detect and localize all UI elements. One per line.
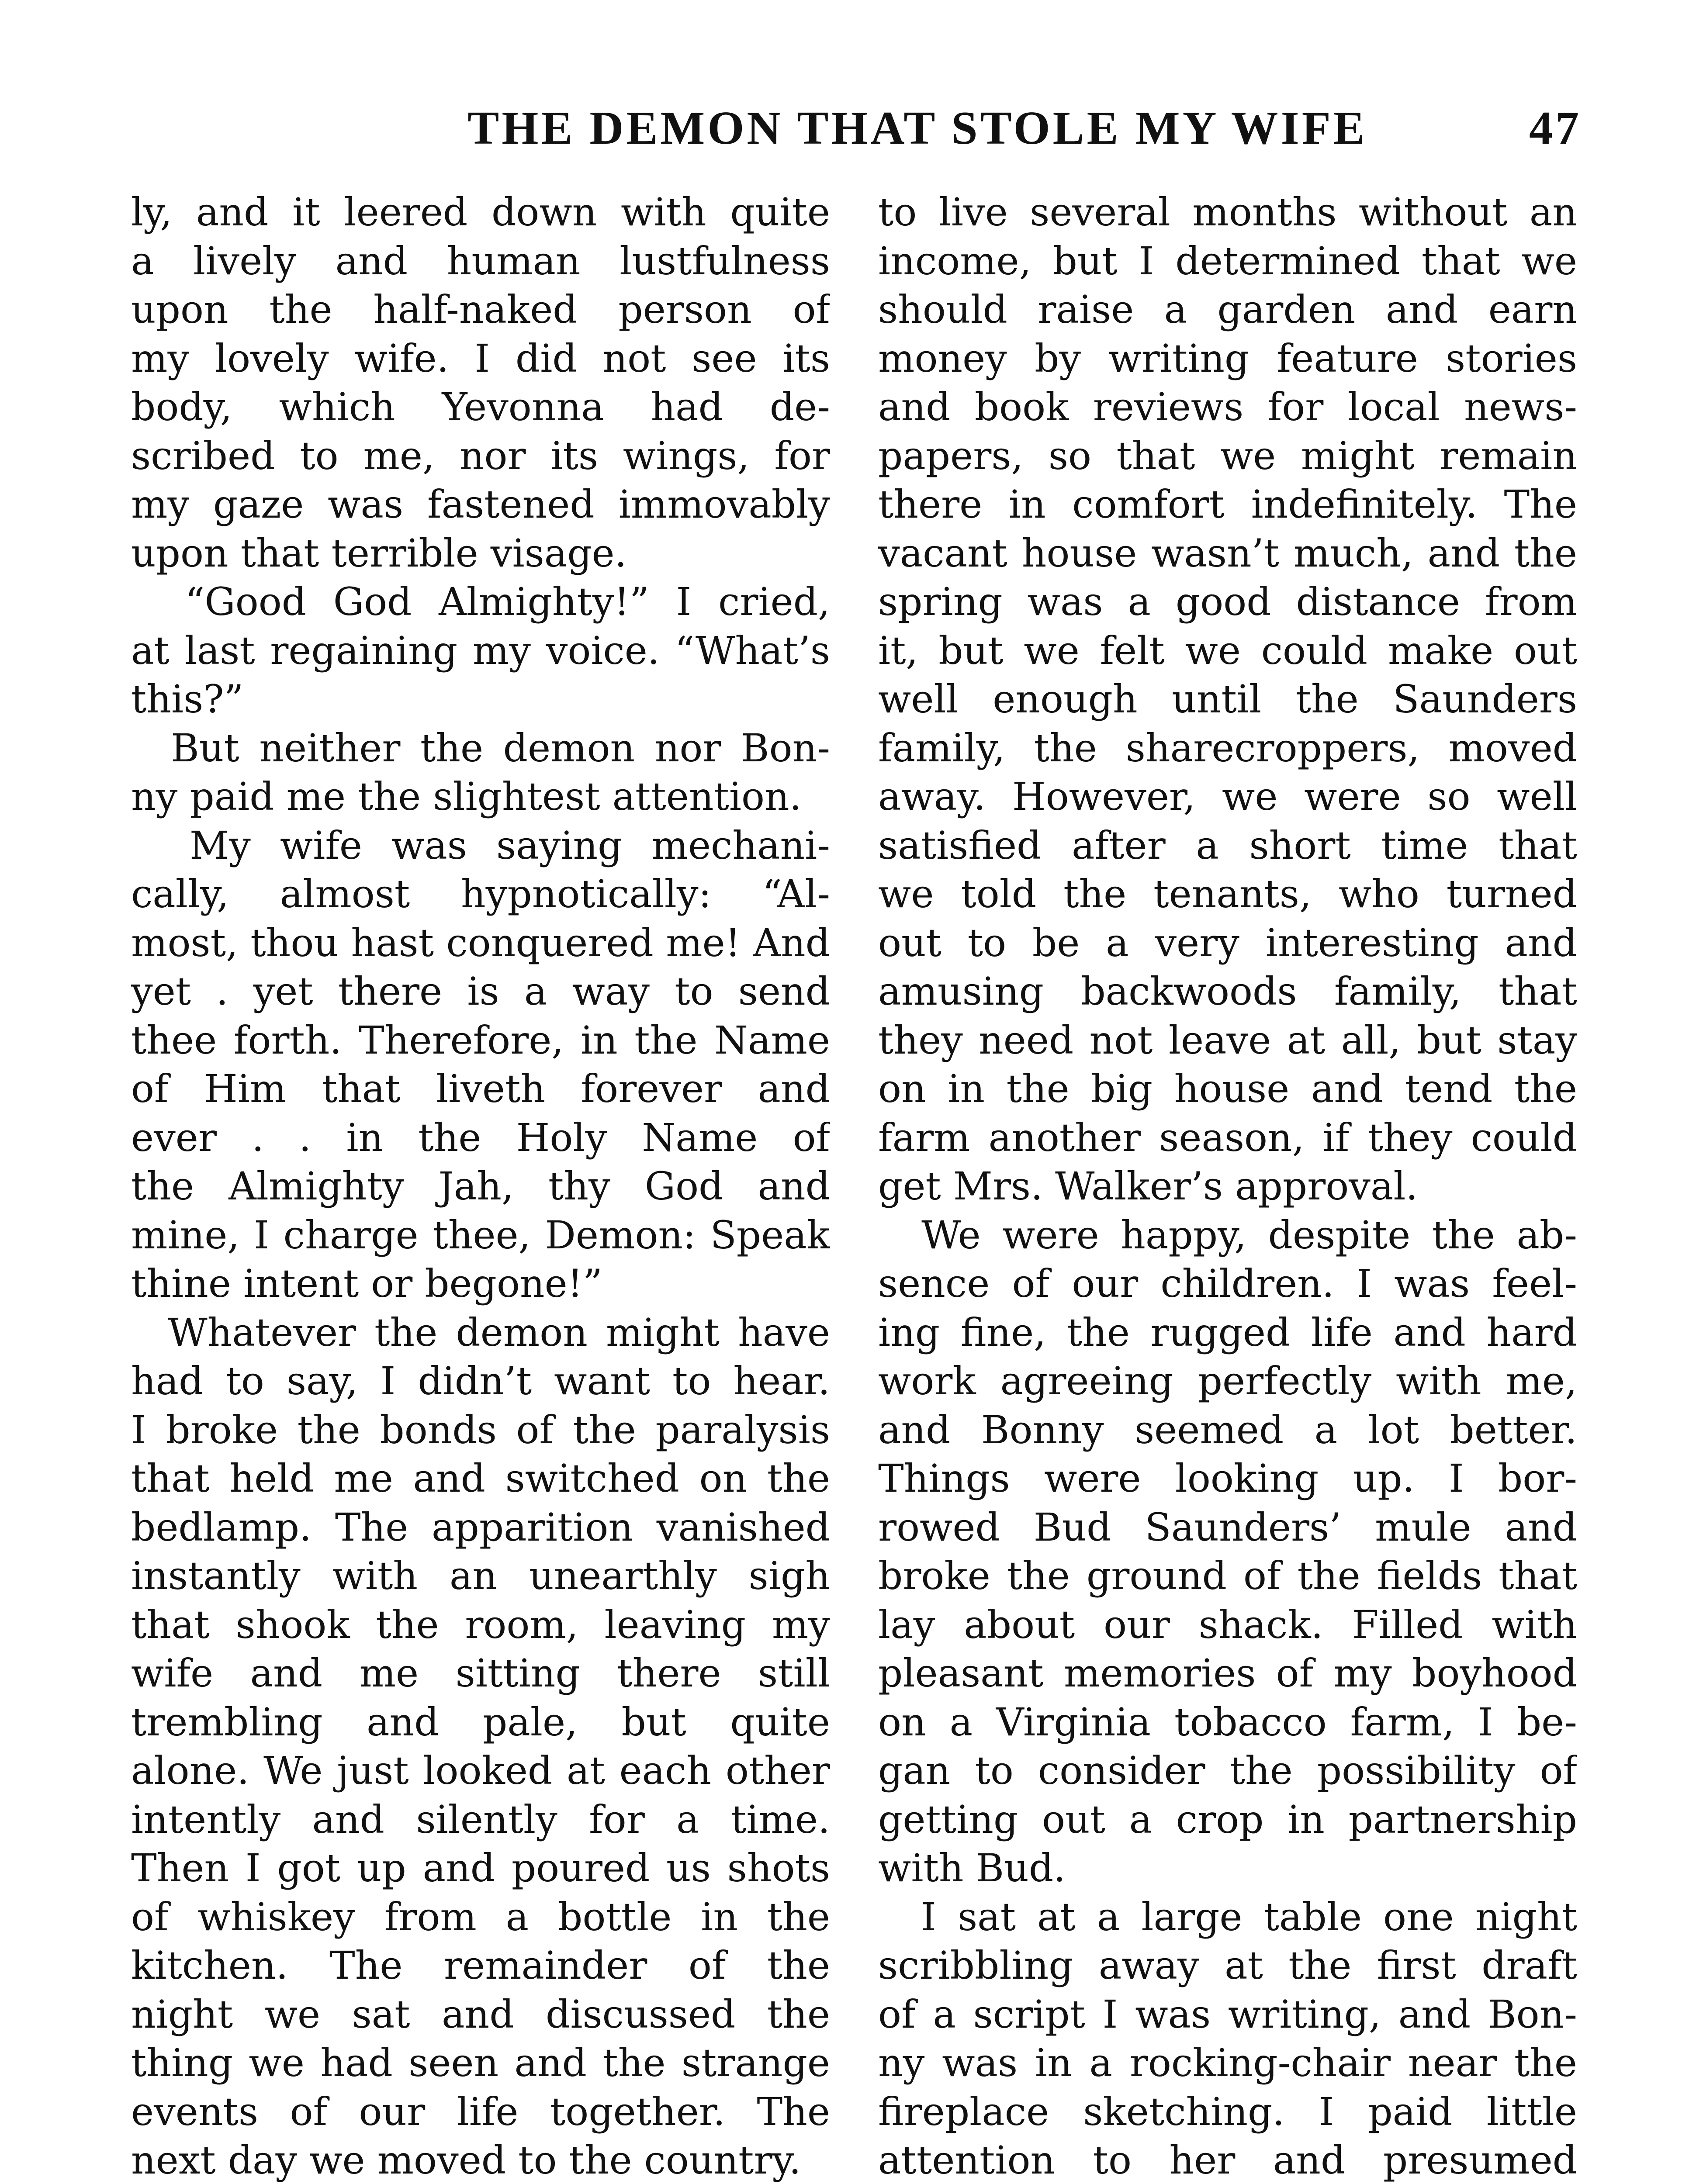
- text-line: of a script I was writing, and Bon-: [878, 1991, 1577, 2037]
- running-header: [131, 101, 1582, 162]
- text-line: money by writing feature stories: [878, 335, 1577, 381]
- text-line: pleasant memories of my boyhood: [878, 1651, 1577, 1696]
- text-line: wife and me sitting there still: [131, 1651, 830, 1696]
- text-line: there in comfort indefinitely. The: [878, 482, 1577, 527]
- text-line: farm another season, if they could: [878, 1115, 1577, 1160]
- text-line: night we sat and discussed the: [131, 1991, 830, 2037]
- text-line: of Him that liveth forever and: [131, 1066, 830, 1111]
- text-line: scribed to me, nor its wings, for: [131, 433, 830, 478]
- left-text-column: [131, 188, 830, 2184]
- text-line: vacant house wasn’t much, and the: [878, 530, 1577, 576]
- text-line: out to be a very interesting and: [878, 920, 1577, 965]
- text-line: it, but we felt we could make out: [878, 628, 1577, 673]
- text-line: ever . . in the Holy Name of: [131, 1115, 830, 1160]
- text-line: this?”: [131, 677, 244, 722]
- text-line: ny was in a rocking-chair near the: [878, 2040, 1577, 2085]
- text-line: lay about our shack. Filled with: [878, 1602, 1577, 1647]
- text-line: well enough until the Saunders: [878, 677, 1577, 722]
- text-line: rowed Bud Saunders’ mule and: [878, 1504, 1577, 1550]
- text-line: my lovely wife. I did not see its: [131, 335, 830, 381]
- text-line: that held me and switched on the: [131, 1456, 830, 1501]
- text-line: kitchen. The remainder of the: [131, 1943, 830, 1988]
- text-line: mine, I charge thee, Demon: Speak: [131, 1212, 830, 1258]
- text-line: intently and silently for a time.: [131, 1797, 830, 1842]
- text-line: scribbling away at the first draft: [878, 1943, 1577, 1988]
- text-line: work agreeing perfectly with me,: [878, 1358, 1577, 1403]
- text-line: instantly with an unearthly sigh: [131, 1553, 830, 1598]
- text-line: But neither the demon nor Bon-: [131, 725, 830, 771]
- text-line: I broke the bonds of the paralysis: [131, 1407, 830, 1452]
- running-title: THE DEMON THAT STOLE MY WIFE: [467, 102, 1367, 154]
- text-line: Things were looking up. I bor-: [878, 1456, 1577, 1501]
- text-line: most, thou hast conquered me! And: [131, 920, 830, 965]
- text-line: that shook the room, leaving my: [131, 1602, 830, 1647]
- text-line: I sat at a large table one night: [878, 1894, 1577, 1939]
- text-line: attention to her and presumed: [878, 2138, 1577, 2183]
- text-line: papers, so that we might remain: [878, 433, 1577, 478]
- text-line: a lively and human lustfulness: [131, 238, 830, 283]
- text-line: family, the sharecroppers, moved: [878, 725, 1577, 771]
- page-number: 47: [1529, 102, 1582, 154]
- text-line: trembling and pale, but quite: [131, 1699, 830, 1745]
- right-text-column: [878, 188, 1577, 2184]
- text-line: cally, almost hypnotically: “Al-: [131, 871, 830, 916]
- text-line: we told the tenants, who turned: [878, 871, 1577, 916]
- text-line: upon that terrible visage.: [131, 530, 627, 576]
- text-line: bedlamp. The apparition vanished: [131, 1504, 830, 1550]
- text-line: amusing backwoods family, that: [878, 969, 1577, 1014]
- text-line: with Bud.: [878, 1845, 1066, 1890]
- text-line: and book reviews for local news-: [878, 384, 1577, 429]
- text-line: to live several months without an: [878, 190, 1577, 235]
- text-line: on a Virginia tobacco farm, I be-: [878, 1699, 1577, 1745]
- text-line: income, but I determined that we: [878, 238, 1577, 283]
- text-line: “Good God Almighty!” I cried,: [131, 579, 830, 624]
- text-line: events of our life together. The: [131, 2089, 830, 2134]
- text-line: satisfied after a short time that: [878, 822, 1577, 868]
- text-line: ing fine, the rugged life and hard: [878, 1310, 1577, 1355]
- text-line: body, which Yevonna had de-: [131, 384, 830, 429]
- text-line: ny paid me the slightest attention.: [131, 774, 802, 819]
- text-line: the Almighty Jah, thy God and: [131, 1164, 830, 1209]
- text-line: thing we had seen and the strange: [131, 2040, 830, 2085]
- text-line: My wife was saying mechani-: [131, 822, 830, 868]
- text-line: and Bonny seemed a lot better.: [878, 1407, 1577, 1452]
- text-line: sence of our children. I was feel-: [878, 1261, 1577, 1306]
- text-line: had to say, I didn’t want to hear.: [131, 1358, 830, 1403]
- text-line: Then I got up and poured us shots: [131, 1845, 830, 1890]
- text-line: We were happy, despite the ab-: [878, 1212, 1577, 1258]
- text-line: away. However, we were so well: [878, 774, 1577, 819]
- text-line: alone. We just looked at each other: [131, 1748, 830, 1793]
- text-line: upon the half-naked person of: [131, 287, 830, 332]
- text-line: they need not leave at all, but stay: [878, 1017, 1577, 1063]
- text-line: thine intent or begone!”: [131, 1261, 603, 1306]
- text-line: fireplace sketching. I paid little: [878, 2089, 1577, 2134]
- text-line: on in the big house and tend the: [878, 1066, 1577, 1111]
- text-line: gan to consider the possibility of: [878, 1748, 1577, 1793]
- text-line: should raise a garden and earn: [878, 287, 1577, 332]
- text-line: broke the ground of the fields that: [878, 1553, 1577, 1598]
- text-line: ly, and it leered down with quite: [131, 190, 830, 235]
- text-line: Whatever the demon might have: [131, 1310, 830, 1355]
- text-line: yet . yet there is a way to send: [131, 969, 830, 1014]
- text-line: of whiskey from a bottle in the: [131, 1894, 830, 1939]
- text-line: get Mrs. Walker’s approval.: [878, 1164, 1418, 1209]
- text-line: my gaze was fastened immovably: [131, 482, 830, 527]
- text-line: thee forth. Therefore, in the Name: [131, 1017, 830, 1063]
- text-line: next day we moved to the country.: [131, 2138, 801, 2183]
- text-line: getting out a crop in partnership: [878, 1797, 1577, 1842]
- text-line: at last regaining my voice. “What’s: [131, 628, 830, 673]
- text-line: spring was a good distance from: [878, 579, 1577, 624]
